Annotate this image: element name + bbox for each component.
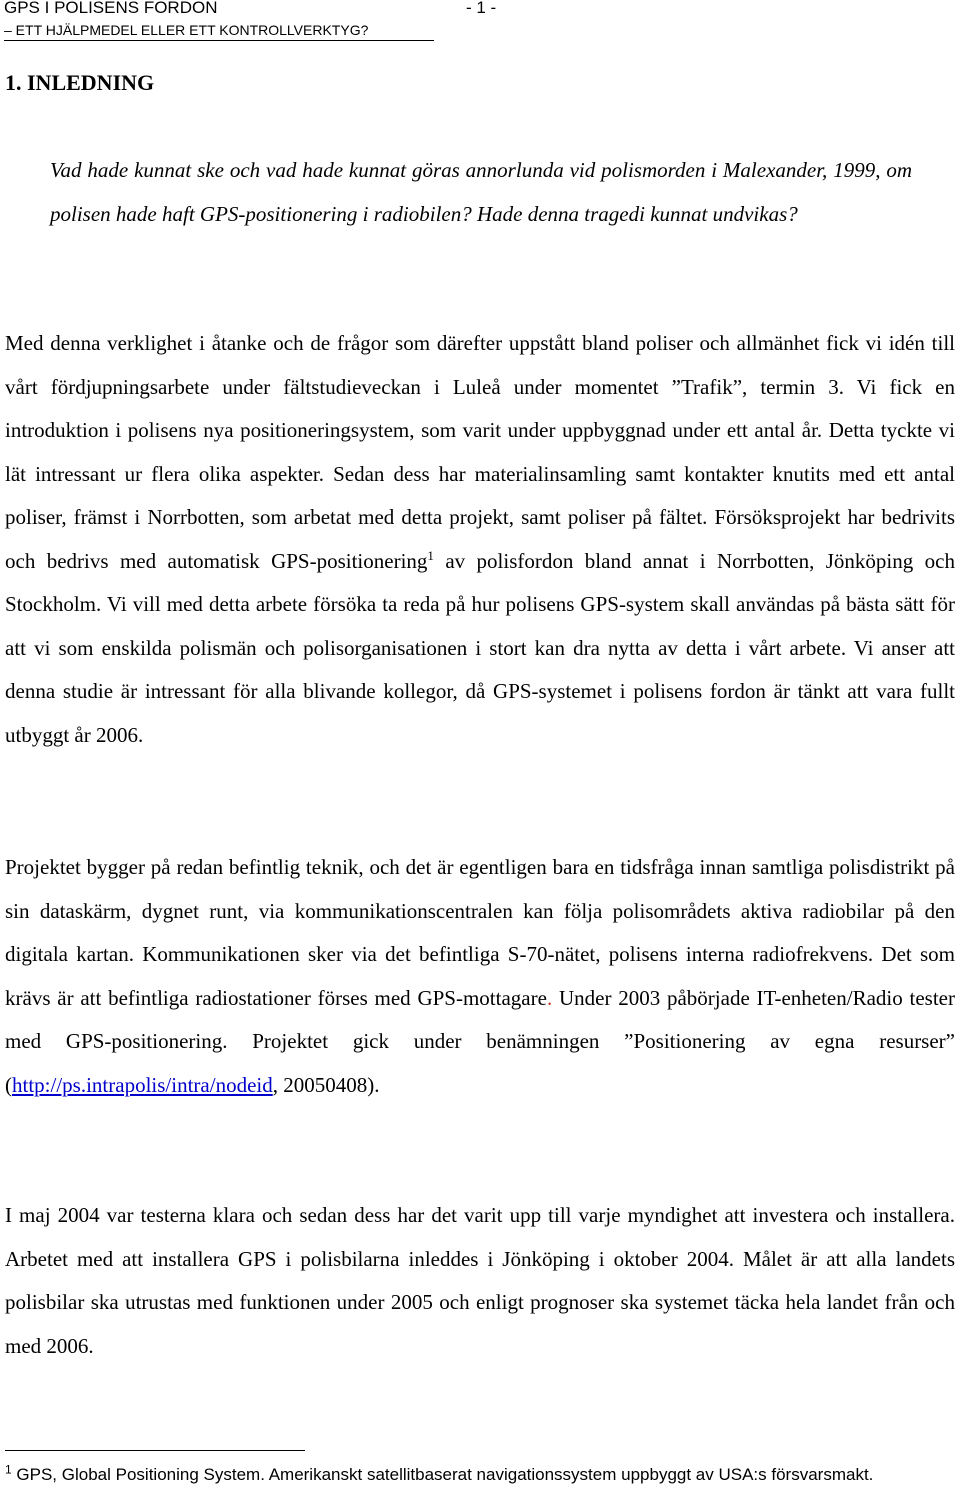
intro-question: Vad hade kunnat ske och vad hade kunnat göras annorlunda vid polismorden i Malexander, 1999, om polisen hade haft GPS-positionering i radiobilen? Hade denna tragedi kunnat undvikas? xyxy=(50,158,912,226)
paragraph-2-text-a: Projektet bygger på redan befintlig teknik, och det är egentligen bara en tidsfråga innan samtliga polisdistrikt på sin dataskärm, dygnet runt, via kommunikationscentralen kan följa polisområdets aktiva radiobilar på den digitala kartan. Kommunikationen sker via det befintliga S-70-nätet, polisens interna radiofrekvens. Det som krävs är att befintliga radiostationer förses med GPS-mottagare xyxy=(5,855,955,1010)
paragraph-1-text-a: Med denna verklighet i åtanke och de frågor som därefter uppstått bland poliser och allmänhet fick vi idén till vårt fördjupningsarbete under fältstudieveckan i Luleå under momentet ”Trafik”, termin 3. Vi fick en introduktion i polisens nya positioneringsystem, som varit under uppbyggnad under ett antal år. Detta tyckte vi lät intressant ur flera olika aspekter. Sedan dess har materialinsamling samt kontakter knutits med ett antal poliser, främst i Norrbotten, som arbetat med detta projekt, samt poliser på fältet. Försöksprojekt har bedrivits och bedrivs med automatisk GPS-positionering xyxy=(5,331,955,573)
paragraph-3: I maj 2004 var testerna klara och sedan dess har det varit upp till varje myndighet att investera och installera. Arbetet med att installera GPS i polisbilarna inleddes i Jönköping i oktober 2004. Målet är att alla landets polisbilar ska utrustas med funktionen under 2005 och enligt prognoser ska systemet täcka hela landet från och med 2006. xyxy=(5,1203,955,1358)
footnote-rule xyxy=(5,1450,305,1451)
red-period: . xyxy=(546,985,553,1010)
header-rule xyxy=(4,40,434,41)
header-subtitle: – ETT HJÄLPMEDEL ELLER ETT KONTROLLVERKTYG? xyxy=(4,22,369,38)
intranet-link[interactable]: http://ps.intrapolis/intra/nodeid xyxy=(12,1072,273,1097)
paragraph-2-text-c: , 20050408). xyxy=(272,1072,380,1097)
footnote-text: GPS, Global Positioning System. Amerikanskt satellitbaserat navigationssystem uppbyggt av USA:s försvarsmakt. xyxy=(11,1465,874,1484)
page-number: - 1 - xyxy=(466,0,497,17)
section-heading: 1. INLEDNING xyxy=(5,70,155,95)
paragraph-2 xyxy=(5,846,955,1107)
paragraph-2-text-b: Under 2003 påbörjade IT-enheten/Radio tester med GPS-positionering. Projektet gick under benämningen ”Positionering av egna resurser” ( xyxy=(5,985,955,1097)
header-title: GPS I POLISENS FORDON xyxy=(4,0,218,17)
footnote xyxy=(5,1464,905,1486)
footnote-reference[interactable]: 1 xyxy=(427,547,434,563)
footnote-number: 1 xyxy=(5,1462,12,1477)
paragraph-1-text-b: av polisfordon bland annat i Norrbotten, Jönköping och Stockholm. Vi vill med detta arbete försöka ta reda på hur polisens GPS-system skall användas på bästa sätt för att vi som enskilda polismän och polisorganisationen i stort kan dra nytta av detta i vårt arbete. Vi anser att denna studie är intressant för alla blivande kollegor, då GPS-systemet i polisens fordon är tänkt att vara fullt utbyggt år 2006. xyxy=(5,548,955,747)
paragraph-1 xyxy=(5,322,955,757)
